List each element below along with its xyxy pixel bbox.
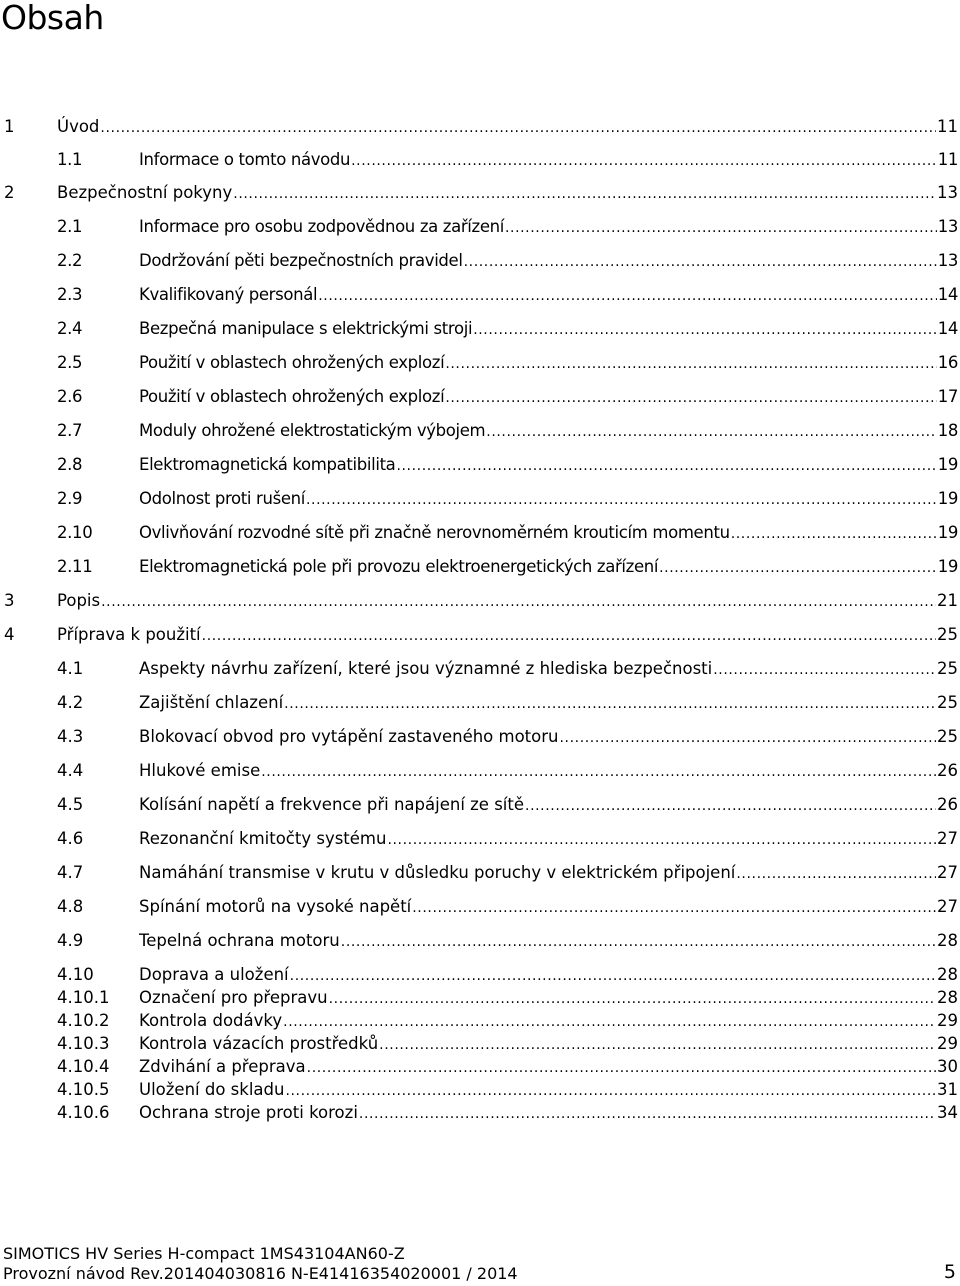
toc-entry-page[interactable]: 25 [937,659,958,678]
toc-entry-page[interactable]: 19 [937,523,958,542]
dot-leader [329,988,936,1010]
dot-leader [486,421,936,443]
footer-page-number: 5 [943,1261,956,1283]
toc-entry-page[interactable]: 16 [937,353,958,372]
dot-leader [341,931,936,953]
toc-entry-title[interactable]: Kontrola vázacích prostředků [139,1034,379,1053]
toc-entry[interactable] [0,896,960,918]
toc-entry-title[interactable]: Úvod [57,117,100,136]
toc-entry-title[interactable]: Doprava a uložení [139,965,289,984]
toc-entry-title[interactable]: Ovlivňování rozvodné sítě při značně nerovnoměrném krouticím momentu [139,523,730,542]
toc-entry-page[interactable]: 27 [937,897,958,916]
dot-leader [379,1034,936,1056]
toc-entry-page[interactable]: 19 [937,489,958,508]
dot-leader [731,523,937,545]
footer-document-info: Provozní návod Rev.201404030816 N-E41416354020001 / 2014 [3,1264,518,1283]
dot-leader [202,625,936,647]
toc-entry[interactable] [0,318,960,340]
toc-entry-title[interactable]: Použití v oblastech ohrožených explozí [139,353,445,372]
toc-entry-page[interactable]: 25 [937,727,958,746]
toc-entry[interactable] [0,250,960,272]
toc-entry-number: 4.8 [57,897,84,916]
toc-entry-number: 2.1 [57,217,83,236]
toc-entry-number: 2 [4,183,15,202]
toc-entry-page[interactable]: 17 [937,387,958,406]
toc-entry-page[interactable]: 13 [937,251,958,270]
toc-entry-title[interactable]: Aspekty návrhu zařízení, které jsou významné z hlediska bezpečnosti [139,659,713,678]
toc-entry[interactable] [0,760,960,782]
dot-leader [387,829,936,851]
toc-entry-title[interactable]: Zajištění chlazení [139,693,284,712]
toc-entry-title[interactable]: Odolnost proti rušení [139,489,305,508]
toc-entry-title[interactable]: Tepelná ochrana motoru [139,931,340,950]
toc-entry-page[interactable]: 26 [937,795,958,814]
toc-entry-title[interactable]: Elektromagnetická kompatibilita [139,455,396,474]
toc-entry-title[interactable]: Ochrana stroje proti korozi [139,1103,358,1122]
footer-product: SIMOTICS HV Series H-compact 1MS43104AN60-Z [3,1244,405,1263]
toc-entry-page[interactable]: 11 [937,117,958,136]
toc-entry-page[interactable]: 13 [937,217,958,236]
toc-entry[interactable] [0,828,960,850]
toc-entry-page[interactable]: 19 [937,455,958,474]
toc-entry-page[interactable]: 19 [937,557,958,576]
toc-entry-page[interactable]: 11 [937,150,958,169]
toc-entry[interactable] [0,1056,960,1078]
toc-entry-title[interactable]: Zdvihání a přeprava [139,1057,306,1076]
toc-entry-number: 4.9 [57,931,84,950]
toc-entry[interactable] [0,488,960,510]
toc-entry-number: 4.2 [57,693,84,712]
toc-entry-page[interactable]: 18 [937,421,958,440]
toc-entry[interactable] [0,692,960,714]
toc-entry-page[interactable]: 25 [937,625,958,644]
dot-leader [233,183,936,205]
toc-entry[interactable] [0,794,960,816]
toc-entry-number: 4.10.1 [57,988,110,1007]
toc-entry-number: 4 [4,625,15,644]
toc-entry-number: 2.2 [57,251,83,270]
toc-entry[interactable] [0,420,960,442]
dot-leader [736,863,936,885]
toc-entry-title[interactable]: Dodržování pěti bezpečnostních pravidel [139,251,463,270]
toc-entry-title[interactable]: Blokovací obvod pro vytápění zastaveného motoru [139,727,559,746]
toc-entry-title[interactable]: Kvalifikovaný personál [139,285,318,304]
toc-entry-page[interactable]: 21 [937,591,958,610]
dot-leader [445,353,936,375]
toc-entry-page[interactable]: 34 [937,1103,958,1122]
dot-leader [505,217,937,239]
toc-entry-number: 2.11 [57,557,93,576]
toc-entry-title[interactable]: Popis [57,591,101,610]
toc-entry-page[interactable]: 14 [937,319,958,338]
dot-leader [473,319,937,341]
toc-entry-title[interactable]: Elektromagnetická pole při provozu elektroenergetických zařízení [139,557,659,576]
toc-entry-page[interactable]: 31 [937,1080,958,1099]
toc-entry-title[interactable]: Moduly ohrožené elektrostatickým výbojem [139,421,486,440]
toc-entry-title[interactable]: Kontrola dodávky [139,1011,283,1030]
toc-entry[interactable] [0,1010,960,1032]
page-title: Obsah [1,0,104,37]
dot-leader [445,387,936,409]
toc-entry-number: 4.3 [57,727,84,746]
toc-entry[interactable] [0,1079,960,1101]
dot-leader [464,251,937,273]
toc-entry[interactable] [0,1102,960,1124]
dot-leader [261,761,936,783]
toc-entry-number: 2.8 [57,455,83,474]
toc-entry-page[interactable]: 14 [937,285,958,304]
toc-entry-title[interactable]: Informace pro osobu zodpovědnou za zařízení [139,217,504,236]
toc-entry-number: 4.6 [57,829,84,848]
toc-entry[interactable] [0,556,960,578]
toc-entry[interactable] [0,522,960,544]
toc-entry-number: 4.7 [57,863,84,882]
toc-entry-number: 2.7 [57,421,83,440]
toc-entry-number: 4.10 [57,965,94,984]
toc-entry[interactable] [0,454,960,476]
toc-entry-page[interactable]: 29 [937,1011,958,1030]
toc-entry-number: 2.3 [57,285,83,304]
dot-leader [306,489,937,511]
toc-entry-number: 4.10.5 [57,1080,110,1099]
toc-entry[interactable] [0,987,960,1009]
dot-leader [560,727,937,749]
toc-entry[interactable] [0,284,960,306]
toc-entry[interactable] [0,116,960,138]
toc-entry-page[interactable]: 28 [937,931,958,950]
toc-entry[interactable] [0,726,960,748]
dot-leader [412,897,936,919]
toc-entry-number: 4.5 [57,795,84,814]
toc-entry-number: 3 [4,591,15,610]
toc-entry-title[interactable]: Kolísání napětí a frekvence při napájení ze sítě [139,795,525,814]
dot-leader [285,1080,936,1102]
toc-entry[interactable] [0,862,960,884]
toc-entry[interactable] [0,964,960,986]
toc-entry-title[interactable]: Uložení do skladu [139,1080,285,1099]
toc-entry-title[interactable]: Bezpečná manipulace s elektrickými stroji [139,319,473,338]
toc-entry-page[interactable]: 13 [937,183,958,202]
toc-entry[interactable] [0,352,960,374]
toc-entry[interactable] [0,182,960,204]
toc-entry[interactable] [0,216,960,238]
toc-entry[interactable] [0,1033,960,1055]
toc-entry-number: 1.1 [57,150,83,169]
dot-leader [318,285,936,307]
toc-entry[interactable] [0,930,960,952]
dot-leader [396,455,936,477]
toc-entry-page[interactable]: 28 [937,988,958,1007]
dot-leader [290,965,936,987]
dot-leader [359,1103,936,1125]
dot-leader [351,150,937,172]
toc-entry-number: 2.10 [57,523,93,542]
toc-entry-number: 2.5 [57,353,83,372]
toc-entry-number: 4.4 [57,761,84,780]
toc-entry-title[interactable]: Namáhání transmise v krutu v důsledku poruchy v elektrickém připojení [139,863,736,882]
toc-entry-title[interactable]: Rezonanční kmitočty systému [139,829,387,848]
toc-entry-title[interactable]: Hlukové emise [139,761,261,780]
toc-entry[interactable] [0,658,960,680]
toc-entry-number: 2.6 [57,387,83,406]
toc-entry-number: 4.1 [57,659,84,678]
toc-entry-title[interactable]: Spínání motorů na vysoké napětí [139,897,412,916]
dot-leader [101,591,936,613]
dot-leader [100,117,936,139]
toc-entry-number: 4.10.4 [57,1057,110,1076]
toc-entry-number: 1 [4,117,15,136]
toc-entry-number: 4.10.6 [57,1103,110,1122]
toc-entry-page[interactable]: 30 [937,1057,958,1076]
toc-entry-title[interactable]: Použití v oblastech ohrožených explozí [139,387,445,406]
dot-leader [307,1057,936,1079]
toc-entry[interactable] [0,624,960,646]
dot-leader [659,557,937,579]
toc-entry[interactable] [0,386,960,408]
toc-entry-page[interactable]: 26 [937,761,958,780]
toc-entry-page[interactable]: 29 [937,1034,958,1053]
dot-leader [525,795,936,817]
toc-entry-title[interactable]: Označení pro přepravu [139,988,328,1007]
toc-entry-page[interactable]: 27 [937,829,958,848]
dot-leader [284,693,936,715]
toc-entry[interactable] [0,590,960,612]
toc-entry-title[interactable]: Příprava k použití [57,625,201,644]
toc-entry-number: 4.10.3 [57,1034,110,1053]
dot-leader [713,659,936,681]
dot-leader [283,1011,936,1033]
toc-entry-page[interactable]: 27 [937,863,958,882]
toc-entry-number: 2.9 [57,489,83,508]
toc-entry-number: 4.10.2 [57,1011,110,1030]
toc-entry-title[interactable]: Bezpečnostní pokyny [57,183,233,202]
toc-entry-page[interactable]: 25 [937,693,958,712]
toc-entry-title[interactable]: Informace o tomto návodu [139,150,351,169]
toc-entry-page[interactable]: 28 [937,965,958,984]
toc-entry-number: 2.4 [57,319,83,338]
toc-entry[interactable] [0,149,960,171]
